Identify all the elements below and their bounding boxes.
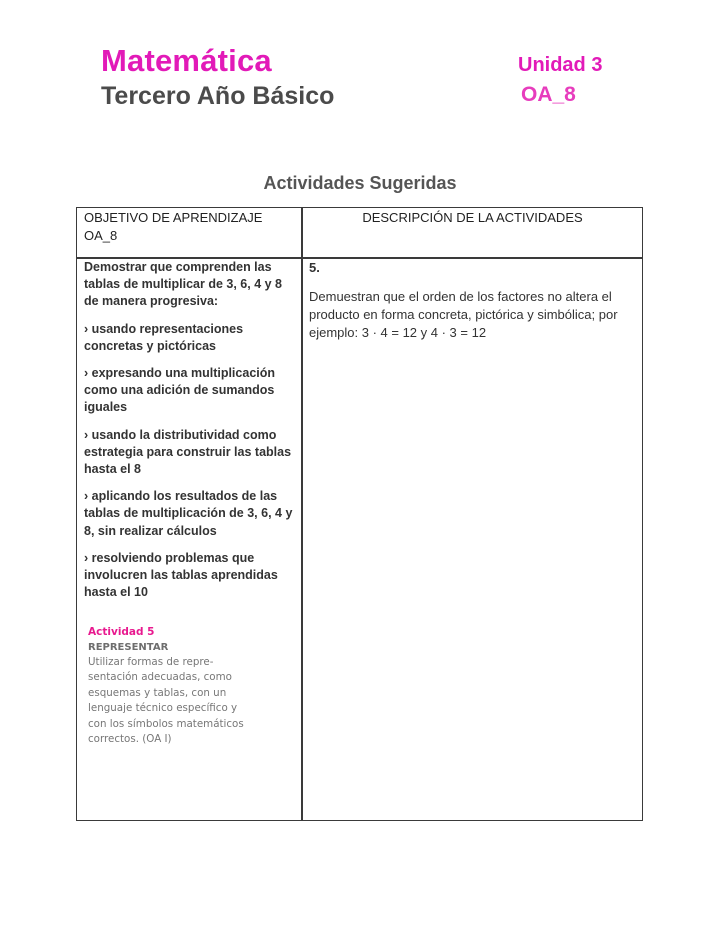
document-header-right: [518, 52, 602, 111]
objective-item: › usando la distributividad como estrategia para construir las tablas hasta el 8: [84, 427, 292, 477]
objective-intro: Demostrar que comprenden las tablas de multiplicar de 3, 6, 4 y 8 de manera progresiva:: [84, 260, 282, 309]
skill-name: REPRESENTAR: [88, 642, 169, 653]
header-description: DESCRIPCIÓN DE LA ACTIVIDADES: [362, 210, 583, 225]
skill-description: Utilizar formas de repre-sentación adecuadas, como esquemas y tablas, con un lenguaje técnico específico y con los símbolos matemáticos correctos. (OA I): [88, 656, 244, 746]
activities-table: [76, 207, 643, 821]
unit-label: Unidad 3: [518, 54, 603, 76]
activity-description: Demuestran que el orden de los factores no altera el producto en forma concreta, pictórica y simbólica; por ejemplo: 3 · 4 = 12 y 4 · 3 = 12: [309, 289, 618, 340]
objective-item: › expresando una multiplicación como una adición de sumandos iguales: [84, 366, 276, 415]
subject-title: Matemática: [101, 43, 272, 78]
activity-cell: [309, 259, 641, 342]
skill-box: [88, 624, 298, 747]
oa-label: OA_8: [521, 83, 576, 106]
column-divider: [301, 208, 303, 820]
document-header-left: [101, 42, 334, 112]
header-objective: OBJETIVO DE APRENDIZAJE OA_8: [84, 210, 263, 243]
objective-item: › resolviendo problemas que involucren las tablas aprendidas hasta el 10: [84, 550, 278, 600]
activity-number: 5.: [309, 260, 320, 275]
objective-item: › usando representaciones concretas y pictóricas: [84, 321, 244, 353]
objective-cell: [84, 259, 298, 611]
objective-item: › aplicando los resultados de las tablas de multiplicación de 3, 6, 4 y 8, sin realizar cálculos: [84, 489, 293, 538]
section-title: Actividades Sugeridas: [263, 173, 457, 193]
grade-title: Tercero Año Básico: [101, 82, 335, 110]
skill-activity-label: Actividad 5: [88, 626, 155, 638]
